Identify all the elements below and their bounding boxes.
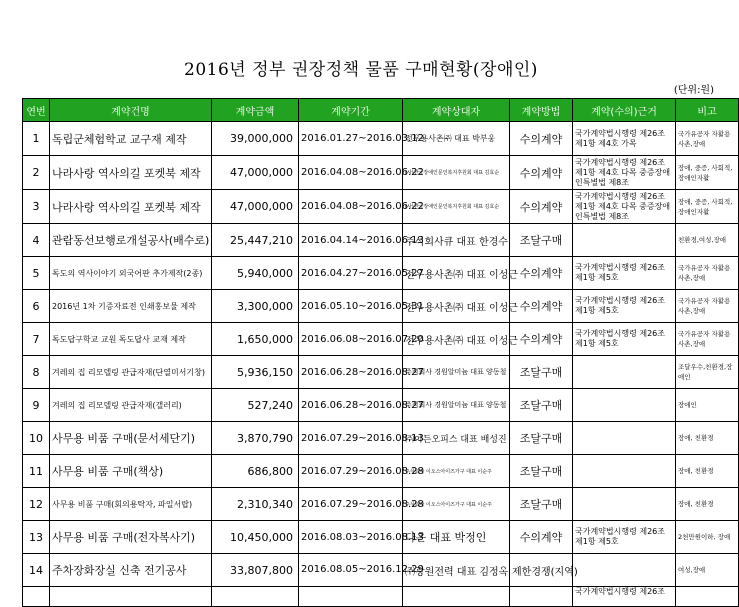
cell-basis — [573, 389, 676, 422]
cell-amount: 3,300,000 — [212, 290, 299, 323]
cell-no: 14 — [23, 554, 50, 587]
cell-basis: 국가계약법시행령 제26조 제1항 제4호 가목 — [573, 122, 676, 156]
cell-note: 친환경,여성,장애 — [676, 224, 739, 257]
cell-period: 2016.06.28~2016.08.27 — [299, 356, 403, 389]
cell-basis: 국가계약법시행령 제26조 제1항 제5호 — [573, 521, 676, 554]
cell-no: 13 — [23, 521, 50, 554]
cell-no: 9 — [23, 389, 50, 422]
cell-period: 2016.07.29~2016.08.28 — [299, 455, 403, 488]
cell-name: 사무용 비품 구매(전자복사기) — [50, 521, 212, 554]
header-vendor: 계약상대자 — [403, 99, 510, 122]
cell-method: 수의계약 — [510, 323, 573, 356]
table-row — [23, 257, 739, 290]
header-name: 계약건명 — [50, 99, 212, 122]
cell-period: 2016.08.05~2016.12.29 — [299, 554, 403, 587]
cell-amount: 33,807,800 — [212, 554, 299, 587]
cell-vendor: 주식회사 경원알미늄 대표 양동철 — [403, 356, 510, 389]
cell-method: 조달구매 — [510, 224, 573, 257]
cell-basis — [573, 488, 676, 521]
cell-no: 7 — [23, 323, 50, 356]
cell-name: 주차장화장실 신축 전기공사 — [50, 554, 212, 587]
unit-label: (단위:원) — [673, 85, 714, 96]
cell-vendor: 주식회사 이오스아이즈가구 대표 이순주 — [403, 488, 510, 521]
cell-name: 독립군체험학교 교구재 제작 — [50, 122, 212, 156]
cell-basis: 국가계약법시행령 제26조 — [573, 587, 676, 607]
table-row — [23, 290, 739, 323]
cell-note: 장애, 친환경 — [676, 422, 739, 455]
cell-note: 여성,장애 — [676, 554, 739, 587]
cell-note: 장애인 — [676, 389, 739, 422]
cell-name: 독도답구학교 교원 독도답사 교재 제작 — [50, 323, 212, 356]
cell-method: 조달구매 — [510, 455, 573, 488]
cell-no: 12 — [23, 488, 50, 521]
cell-vendor: 다온 대표 박정인 — [403, 521, 510, 554]
cell-name: 나라사랑 역사의길 포켓북 제작 — [50, 190, 212, 224]
cell-no: 3 — [23, 190, 50, 224]
cell-note: 국가유공자 자활용사촌,장애 — [676, 323, 739, 356]
cell-period: 2016.06.08~2016.07.20 — [299, 323, 403, 356]
table-row — [23, 488, 739, 521]
cell-no: 10 — [23, 422, 50, 455]
cell-no: 4 — [23, 224, 50, 257]
cell-period: 2016.04.08~2016.06.22 — [299, 156, 403, 190]
cell-period: 2016.07.29~2016.08.28 — [299, 488, 403, 521]
cell-amount: 1,650,000 — [212, 323, 299, 356]
header-note: 비고 — [676, 99, 739, 122]
cell-method: 수의계약 — [510, 122, 573, 156]
cell-no: 5 — [23, 257, 50, 290]
table-row — [23, 356, 739, 389]
cell-vendor: (사)한국장애인문인복지후원회 대표 김효순 — [403, 156, 510, 190]
cell-period: 2016.08.03~2016.08.13 — [299, 521, 403, 554]
table-row-partial — [23, 587, 739, 607]
header-method: 계약방법 — [510, 99, 573, 122]
page-title: 2016년 정부 권장정책 물품 구매현황(장애인) — [184, 60, 538, 80]
cell-method: 수의계약 — [510, 290, 573, 323]
header-basis: 계약(수의)근거 — [573, 99, 676, 122]
cell-amount: 527,240 — [212, 389, 299, 422]
cell-no: 2 — [23, 156, 50, 190]
cell-note: 국가유공자 자활용사촌,장애 — [676, 122, 739, 156]
cell-method: 수의계약 — [510, 190, 573, 224]
cell-method: 조달구매 — [510, 389, 573, 422]
header-no: 연번 — [23, 99, 50, 122]
cell-name: 겨레의 집 리모델링 관급자재(갤러리) — [50, 389, 212, 422]
header-period: 계약기간 — [299, 99, 403, 122]
cell-vendor: 전우용사촌㈜ 대표 이성근 — [403, 257, 510, 290]
cell-method: 수의계약 — [510, 521, 573, 554]
cell-note: 장애, 친환경 — [676, 488, 739, 521]
cell-period: 2016.05.10~2016.05.31 — [299, 290, 403, 323]
cell-vendor: 주식회사큐 대표 한경수 — [403, 224, 510, 257]
cell-name: 사무용 비품 구매(책상) — [50, 455, 212, 488]
table-row — [23, 323, 739, 356]
cell-method: 수의계약 — [510, 257, 573, 290]
cell-name: 2016년 1차 기증자료전 인쇄홍보물 제작 — [50, 290, 212, 323]
cell-basis: 국가계약법시행령 제26조 제1항 제4호 다목 중증장애인특별법 제8조 — [573, 156, 676, 190]
cell-amount: 47,000,000 — [212, 190, 299, 224]
cell-note: 2천만원이하, 장애 — [676, 521, 739, 554]
cell-name: 사무용 비품 구매(문서세단기) — [50, 422, 212, 455]
cell-no: 11 — [23, 455, 50, 488]
cell-amount: 686,800 — [212, 455, 299, 488]
cell-no: 8 — [23, 356, 50, 389]
cell-no: 1 — [23, 122, 50, 156]
cell-vendor: 주식회사 이오스아이즈가구 대표 이순주 — [403, 455, 510, 488]
cell-name: 관람동선보행로개설공사(배수로) — [50, 224, 212, 257]
cell-method: 조달구매 — [510, 488, 573, 521]
table-row — [23, 122, 739, 156]
table-row — [23, 156, 739, 190]
cell-basis — [573, 224, 676, 257]
cell-note: 장애, 중증, 사회적, 장애인자활 — [676, 156, 739, 190]
cell-period: 2016.06.28~2016.08.27 — [299, 389, 403, 422]
cell-name: 나라사랑 역사의길 포켓북 제작 — [50, 156, 212, 190]
cell-basis — [573, 422, 676, 455]
cell-vendor: 전우용사촌㈜ 대표 박부웅 — [403, 122, 510, 156]
cell-amount: 39,000,000 — [212, 122, 299, 156]
cell-amount: 5,940,000 — [212, 257, 299, 290]
cell-basis — [573, 356, 676, 389]
cell-name: 겨레의 집 리모델링 관급자재(단열미서기창) — [50, 356, 212, 389]
cell-note: 장애, 중증, 사회적, 장애인자활 — [676, 190, 739, 224]
cell-no: 6 — [23, 290, 50, 323]
cell-amount: 25,447,210 — [212, 224, 299, 257]
cell-note: 국가유공자 자활용사촌,장애 — [676, 290, 739, 323]
cell-vendor: 전우용사촌㈜ 대표 이성근 — [403, 323, 510, 356]
table-row — [23, 224, 739, 257]
cell-method: 조달구매 — [510, 422, 573, 455]
cell-amount: 10,450,000 — [212, 521, 299, 554]
cell-basis — [573, 554, 676, 587]
purchase-table — [22, 98, 739, 607]
cell-method: 조달구매 — [510, 356, 573, 389]
cell-period: 2016.04.27~2016.05.27 — [299, 257, 403, 290]
cell-period: 2016.04.08~2016.06.22 — [299, 190, 403, 224]
table-row — [23, 389, 739, 422]
cell-amount: 5,936,150 — [212, 356, 299, 389]
cell-vendor: (사)한국장애인문인복지후원회 대표 김효순 — [403, 190, 510, 224]
cell-vendor: 전우용사촌㈜ 대표 이성근 — [403, 290, 510, 323]
table-row — [23, 422, 739, 455]
table-row — [23, 521, 739, 554]
cell-vendor: ㈜이든오피스 대표 배성진 — [403, 422, 510, 455]
cell-amount: 3,870,790 — [212, 422, 299, 455]
cell-basis: 국가계약법시행령 제26조 제1항 제5호 — [573, 257, 676, 290]
cell-note: 조달우수,친환경,장애인 — [676, 356, 739, 389]
cell-method: 수의계약 — [510, 156, 573, 190]
cell-amount: 2,310,340 — [212, 488, 299, 521]
cell-basis: 국가계약법시행령 제26조 제1항 제4호 다목 중증장애인특별법 제8조 — [573, 190, 676, 224]
cell-period: 2016.04.14~2016.06.13 — [299, 224, 403, 257]
cell-note: 국가유공자 자활용사촌,장애 — [676, 257, 739, 290]
header-row — [23, 99, 739, 122]
table-row — [23, 455, 739, 488]
cell-method: 제한경쟁(지역) — [510, 554, 573, 587]
table-row — [23, 190, 739, 224]
cell-vendor: ㈜광원전력 대표 김정옥 — [403, 554, 510, 587]
table-row — [23, 554, 739, 587]
cell-period: 2016.01.27~2016.03.12 — [299, 122, 403, 156]
cell-period: 2016.07.29~2016.08.13 — [299, 422, 403, 455]
cell-basis: 국가계약법시행령 제26조 제1항 제5호 — [573, 323, 676, 356]
cell-note: 장애, 친환경 — [676, 455, 739, 488]
cell-name: 사무용 비품 구매(회의용탁자, 파일서랍) — [50, 488, 212, 521]
header-amount: 계약금액 — [212, 99, 299, 122]
cell-amount: 47,000,000 — [212, 156, 299, 190]
cell-basis: 국가계약법시행령 제26조 제1항 제5호 — [573, 290, 676, 323]
cell-name: 독도의 역사이야기 외국어판 추가제작(2종) — [50, 257, 212, 290]
cell-basis — [573, 455, 676, 488]
cell-vendor: 주식회사 경원알미늄 대표 양동철 — [403, 389, 510, 422]
